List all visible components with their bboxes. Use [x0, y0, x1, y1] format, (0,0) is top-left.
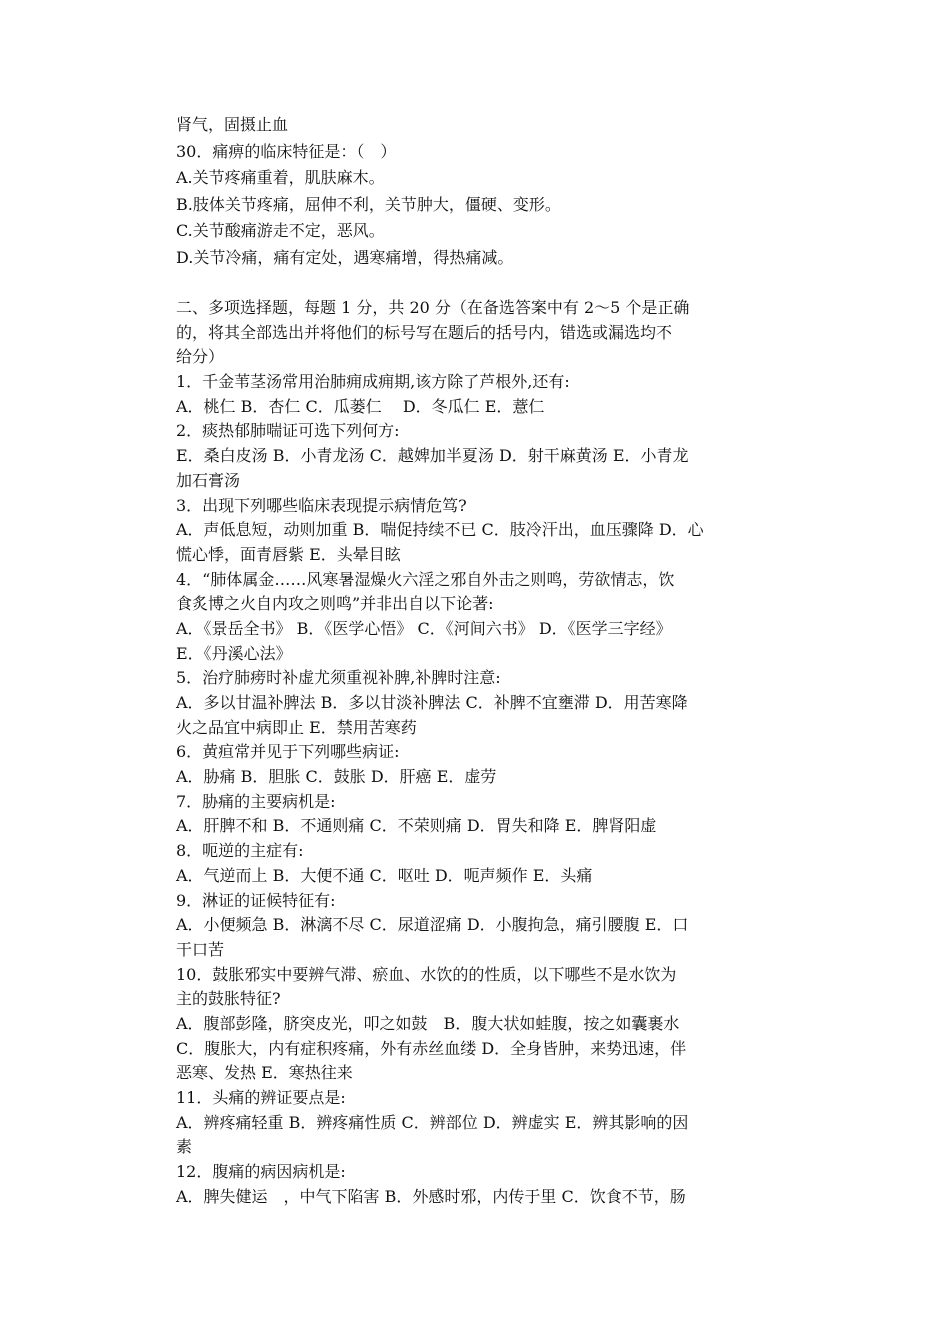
- question-stem: 9．淋证的证候特征有:: [176, 890, 336, 910]
- section-heading: 的，将其全部选出并将他们的标号写在题后的括号内，错选或漏选均不: [176, 322, 673, 342]
- question-options: A．腹部彭隆，脐突皮光，叩之如鼓 B．腹大状如蛙腹，按之如囊裹水: [176, 1013, 680, 1033]
- question-stem: 8．呃逆的主症有:: [176, 841, 304, 861]
- question-options: 干口苦: [176, 939, 225, 959]
- question-stem: 2．痰热郁肺喘证可选下列何方:: [176, 421, 400, 441]
- question-stem: 主的鼓胀特征?: [176, 989, 281, 1009]
- question-options: A．声低息短，动则加重 B．喘促持续不已 C．肢冷汗出，血压骤降 D．心: [176, 520, 704, 540]
- section-heading: 二、多项选择题，每题 1 分，共 20 分（在备选答案中有 2～5 个是正确: [176, 298, 690, 317]
- question-stem: 5．治疗肺痨时补虚尤须重视补脾,补脾时注意:: [176, 668, 501, 688]
- question-options: E．桑白皮汤 B．小青龙汤 C．越婢加半夏汤 D．射干麻黄汤 E．小青龙: [176, 446, 689, 466]
- section-one-tail: [176, 112, 776, 271]
- question-options: C．腹胀大，内有症积疼痛，外有赤丝血缕 D．全身皆肿，来势迅速，伴: [176, 1038, 687, 1058]
- question-30-stem: 30．痛痹的临床特征是：（ ）: [176, 141, 397, 161]
- question-30-option-d: D.关节冷痛，痛有定处，遇寒痛增，得热痛减。: [176, 247, 514, 267]
- question-options: A．《景岳全书》 B．《医学心悟》 C．《河间六书》 D．《医学三字经》: [176, 618, 672, 638]
- document-page: [176, 112, 776, 1209]
- question-stem: 7．胁痛的主要病机是:: [176, 791, 336, 811]
- question-options: A．桃仁 B．杏仁 C．瓜蒌仁 D．冬瓜仁 E．薏仁: [176, 396, 545, 416]
- question-options: 加石膏汤: [176, 470, 241, 490]
- question-options: A．多以甘温补脾法 B．多以甘淡补脾法 C．补脾不宜壅滞 D．用苦寒降: [176, 693, 688, 712]
- question-options: A．小便频急 B．淋漓不尽 C．尿道涩痛 D．小腹拘急，痛引腰腹 E．口: [176, 915, 689, 935]
- question-options: A．辨疼痛轻重 B．辨疼痛性质 C．辨部位 D．辨虚实 E．辨其影响的因: [176, 1112, 689, 1132]
- question-options: E．《丹溪心法》: [176, 643, 292, 663]
- question-stem: 12．腹痛的病因病机是:: [176, 1162, 346, 1182]
- question-options: A．气逆而上 B．大便不通 C．呕吐 D．呃声频作 E．头痛: [176, 865, 593, 885]
- question-30-option-c: C.关节酸痛游走不定，恶风。: [176, 221, 385, 240]
- text-line: 肾气，固摄止血: [176, 115, 289, 134]
- question-30-option-b: B.肢体关节疼痛，屈伸不利，关节肿大，僵硬、变形。: [176, 194, 561, 214]
- question-options: A．脾失健运 ，中气下陷害 B．外感时邪，内传于里 C．饮食不节，肠: [176, 1186, 686, 1206]
- question-stem: 11．头痛的辨证要点是:: [176, 1088, 346, 1107]
- question-stem: 6．黄疸常并见于下列哪些病证:: [176, 742, 400, 762]
- question-options: A．肝脾不和 B．不通则痛 C．不荣则痛 D．胃失和降 E．脾肾阳虚: [176, 816, 657, 836]
- section-heading: 给分）: [176, 347, 225, 367]
- question-stem: 4．“肺体属金……风寒暑湿燥火六淫之邪自外击之则鸣，劳欲情志，饮: [176, 569, 675, 589]
- question-options: A．胁痛 B．胆胀 C．鼓胀 D．肝癌 E．虚劳: [176, 767, 497, 787]
- question-stem: 10．鼓胀邪实中要辨气滞、瘀血、水饮的的性质，以下哪些不是水饮为: [176, 964, 677, 984]
- question-options: 火之品宜中病即止 E．禁用苦寒药: [176, 717, 417, 737]
- question-30-option-a: A.关节疼痛重着，肌肤麻木。: [176, 168, 385, 187]
- section-two: [176, 296, 776, 1209]
- question-options: 恶寒、发热 E．寒热往来: [176, 1063, 353, 1083]
- question-stem: 食炙博之火自内攻之则鸣”并非出自以下论著:: [176, 594, 494, 614]
- question-stem: 3．出现下列哪些临床表现提示病情危笃?: [176, 495, 467, 515]
- question-stem: 1．千金苇茎汤常用治肺痈成痈期,该方除了芦根外,还有:: [176, 372, 570, 392]
- question-options: 慌心悸，面青唇紫 E．头晕目眩: [176, 544, 401, 564]
- question-options: 素: [176, 1137, 193, 1157]
- section-spacer: [176, 271, 776, 296]
